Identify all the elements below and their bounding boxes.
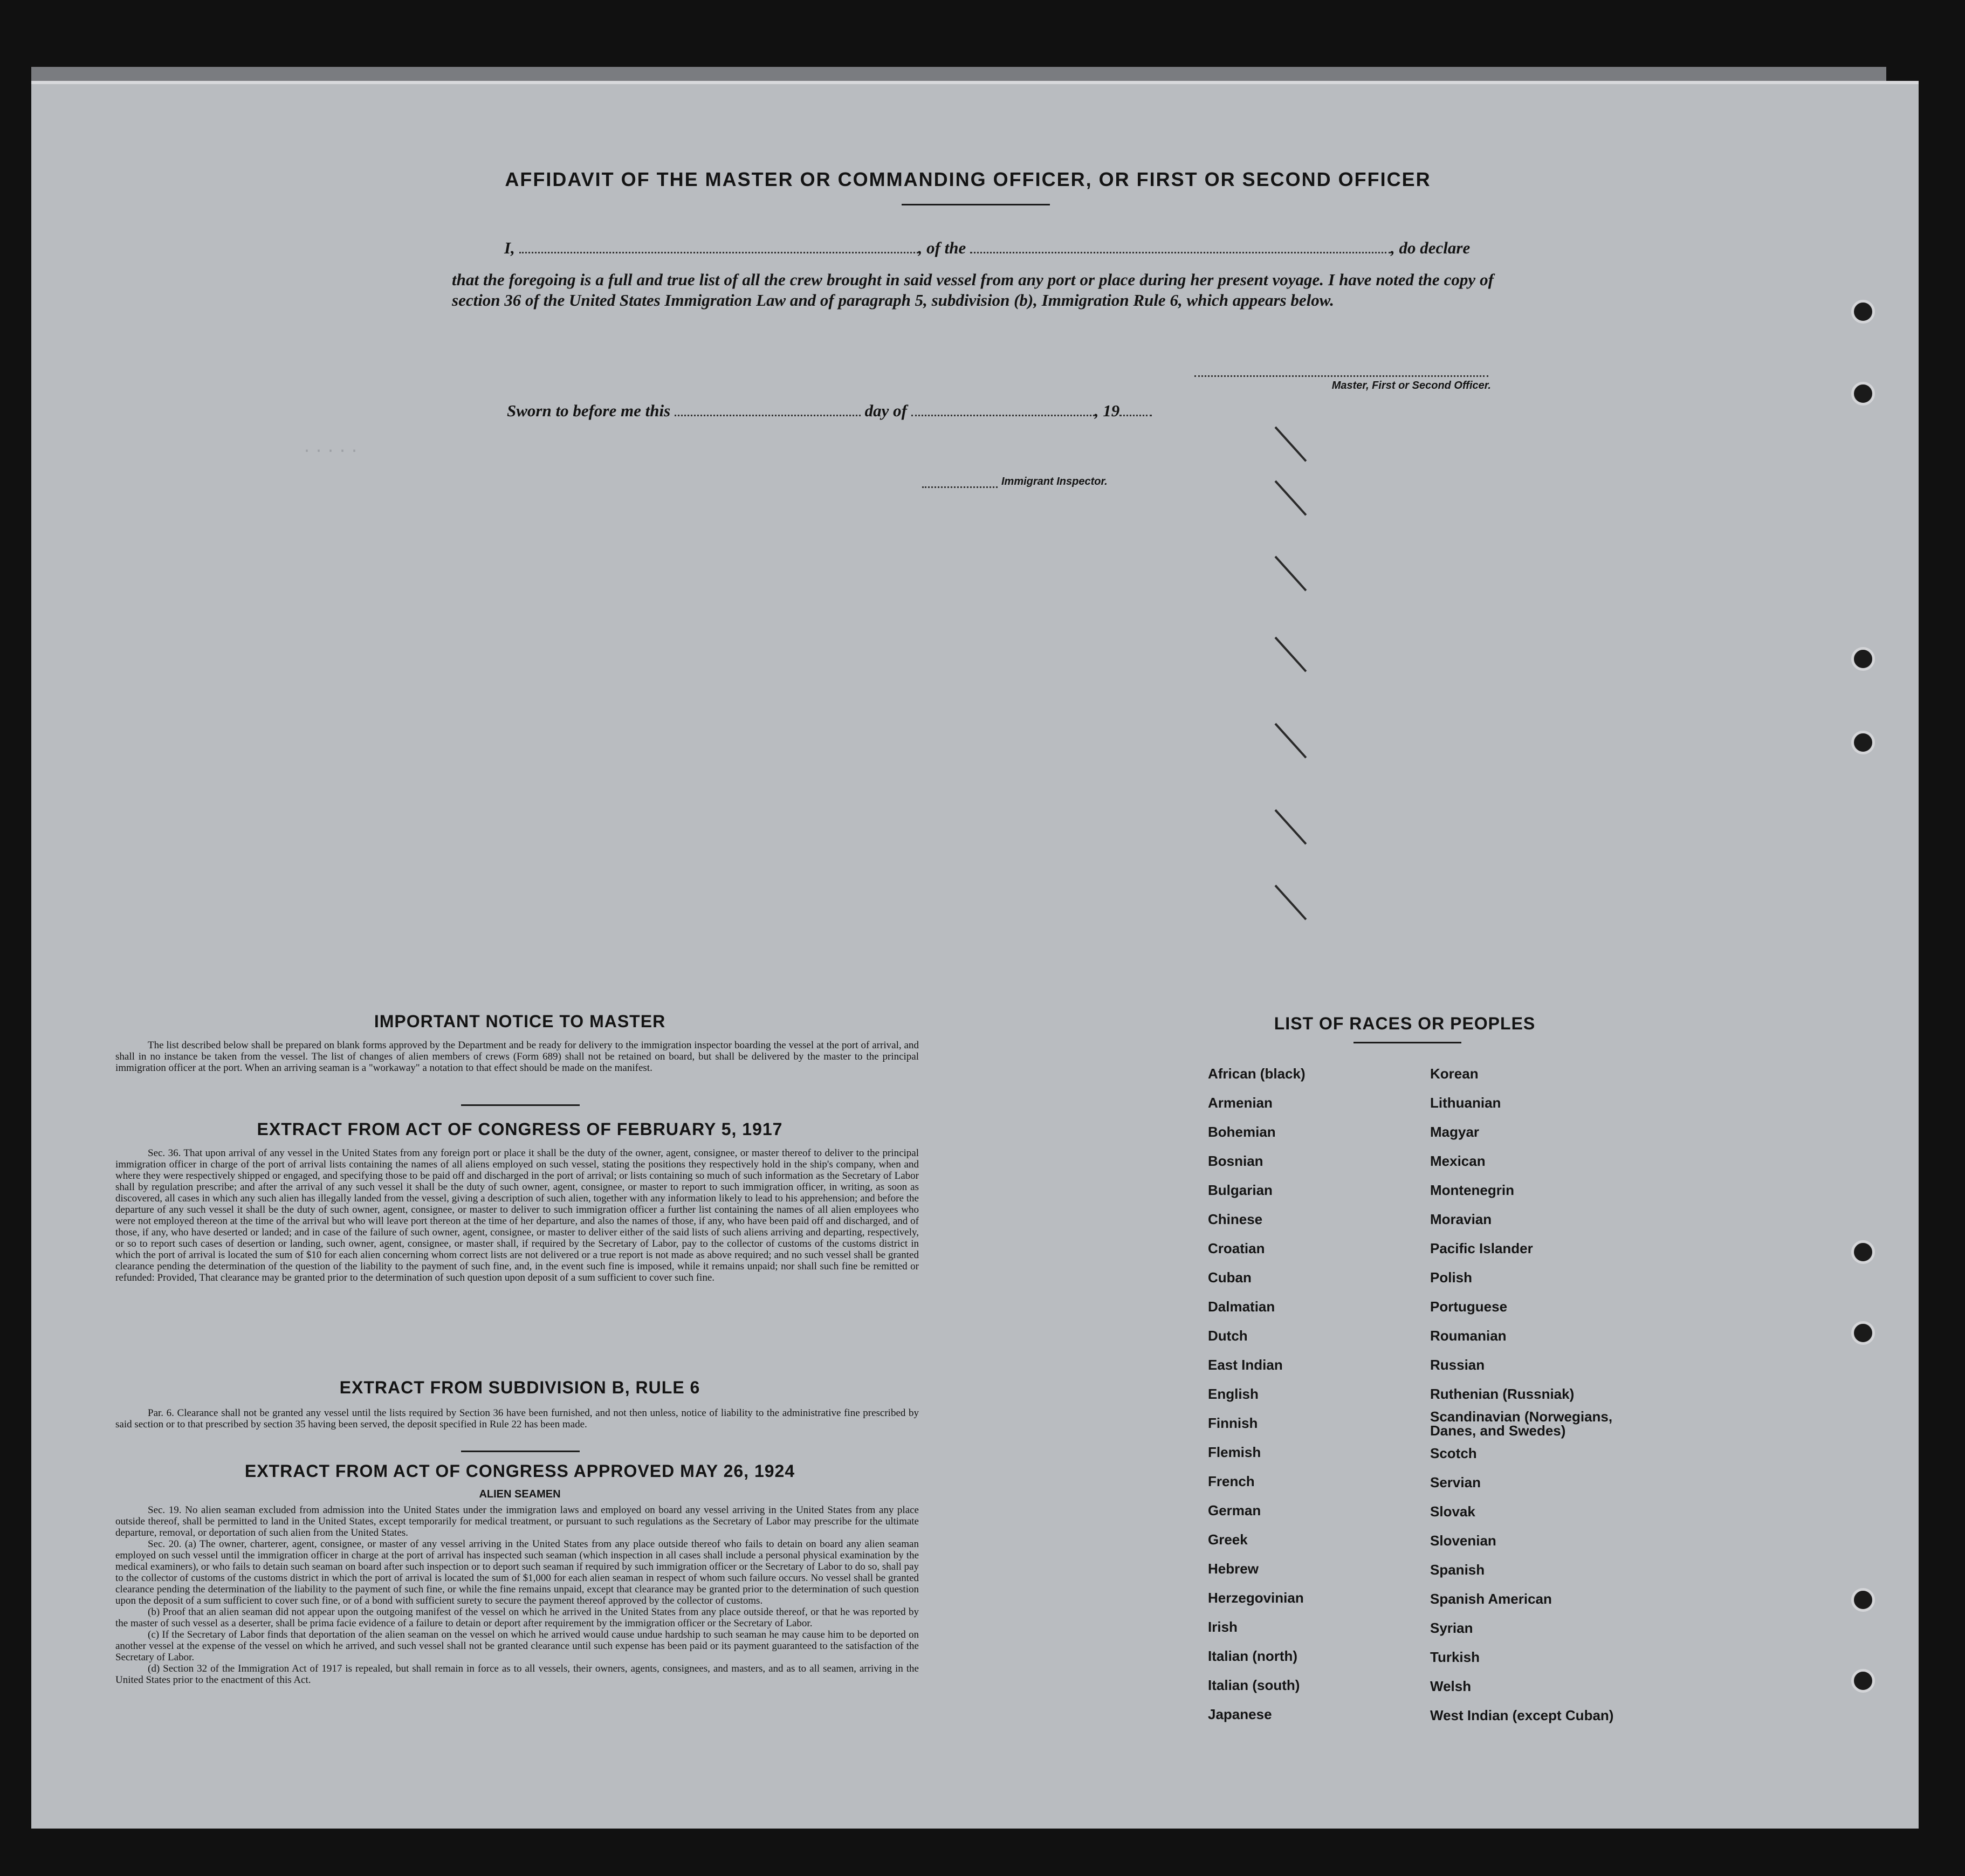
- race-entry: Chinese: [1208, 1211, 1263, 1227]
- act1924-paragraph: Sec. 20. (a) The owner, charterer, agent, consignee, or master of any vessel arriving in the United States from any place outside thereof who fails to detain on board any alien seaman employed on such vessel until the immigration officer in charge at the port of arrival has inspected such seaman (which inspection in all cases shall include a personal physical examination by the medical examiners), or who fails to detain such seaman on board after such inspection or to deport such seaman if required by such immigration officer or the Secretary of Labor to do so, shall pay to the collector of customs of the customs district in which the port of arrival is located the sum of $1,000 for each alien seaman in respect of whom such failure occurs. No vessel shall be granted clearance pending the determination of the liability to the payment of such fine, or while the fine remains unpaid, except that clearance may be granted prior to the determination of such question upon the deposit of a sum sufficient to cover such fine, or of a bond with sufficient surety to secure the payment thereof approved by the collector of customs.: [115, 1538, 919, 1606]
- race-entry: English: [1208, 1386, 1259, 1402]
- act1924-text: [115, 1504, 919, 1686]
- title-divider: [902, 204, 1050, 205]
- punch-hole: [1851, 300, 1875, 324]
- act1924-paragraph: (d) Section 32 of the Immigration Act of 1917 is repealed, but shall remain in force as to all vessels, their owners, agents, consignees, and masters, and as to all seamen, arriving in the United States prior to the enactment of this Act.: [115, 1663, 919, 1686]
- race-entry: Bulgarian: [1208, 1182, 1273, 1198]
- inspector-signature-line[interactable]: [922, 486, 998, 488]
- bleed-through-text: ·····: [302, 442, 362, 461]
- race-entry: Mexican: [1430, 1153, 1486, 1169]
- act1924-paragraph: (c) If the Secretary of Labor finds that deportation of the alien seaman on the vessel on which he arrived would cause undue hardship to such seaman he may cause him to be deported on another vessel at the expense of the vessel on which he arrived, and such vessel shall not be granted clearance until such expense has been paid or its payment guaranteed to the satisfaction of the Secretary of Labor.: [115, 1629, 919, 1663]
- races-title: LIST OF RACES OR PEOPLES: [1274, 1014, 1536, 1033]
- races-left-column: [1208, 1059, 1424, 1729]
- punch-hole: [1851, 382, 1875, 406]
- section-divider: [461, 1451, 580, 1452]
- race-entry: Slovak: [1430, 1503, 1475, 1520]
- race-entry: Korean: [1430, 1066, 1479, 1082]
- race-entry: Magyar: [1430, 1124, 1480, 1140]
- affidavit-declaration-line: [504, 238, 1496, 258]
- race-entry: Dutch: [1208, 1328, 1248, 1344]
- race-entry: Dalmatian: [1208, 1298, 1275, 1315]
- race-entry: Moravian: [1430, 1211, 1492, 1227]
- sworn-date-field[interactable]: [675, 415, 861, 416]
- act1917-title: EXTRACT FROM ACT OF CONGRESS OF FEBRUARY 5, 1917: [257, 1119, 783, 1139]
- race-entry: Flemish: [1208, 1444, 1261, 1460]
- race-entry: West Indian (except Cuban): [1430, 1707, 1614, 1723]
- race-entry: French: [1208, 1473, 1255, 1489]
- master-signature-line[interactable]: [1194, 375, 1488, 377]
- race-entry: Bosnian: [1208, 1153, 1263, 1169]
- race-entry: Roumanian: [1430, 1328, 1507, 1344]
- act1924-title: EXTRACT FROM ACT OF CONGRESS APPROVED MAY 26, 1924: [244, 1461, 795, 1481]
- race-entry: Spanish: [1430, 1562, 1485, 1578]
- sworn-prefix: Sworn to before me this: [507, 401, 671, 420]
- act1917-text: Sec. 36. That upon arrival of any vessel in the United States from any foreign port or place it shall be the duty of the owner, agent, consignee, or master thereof to deliver to the principal immigration officer in charge of the port of arrival lists containing the names of all aliens employed on such vessel, stating the positions they respectively hold in the ship's company, when and where they were respectively shipped or engaged, and specifying those to be paid off and discharged in the port of arrival; or lists containing so much of such information as the Secretary of Labor shall by regulation prescribe; and after the arrival of any such vessel it shall be the duty of such owner, agent, consignee, or master to report to such immigration officer, in writing, as soon as discovered, all cases in which any such alien has illegally landed from the vessel, giving a description of such alien, together with any information likely to lead to his apprehension; and before the departure of any such vessel it shall be the duty of such owner, agent, consignee, or master to deliver to such immigration officer a further list containing the names of all alien employees who were not employed thereon at the time of the arrival but who will leave port thereon at the time of her departure, and also the names of those, if any, who have been paid off and discharged, and of those, if any, who have deserted or landed; and in case of the failure of such owner, agent, consignee, or master to deliver either of the said lists of such aliens arriving and departing, respectively, or so to report such cases of desertion or landing, such owner, agent, consignee, or master shall, if required by the Secretary of Labor, pay to the collector of customs of the customs district in which the port of arrival is located the sum of $10 for each alien concerning whom correct lists are not delivered or a true report is not made as above required; and no such vessel shall be granted clearance pending the determination of the question of the liability to the payment of such fine, and, in the event such fine is imposed, while it remains unpaid; nor shall such fine be remitted or refunded: Provided, That clearance may be granted prior to the determination of such question upon deposit of a sum sufficient to cover such fine.: [115, 1147, 919, 1283]
- races-right-column: [1430, 1059, 1646, 1730]
- race-entry: Welsh: [1430, 1678, 1472, 1694]
- notice-title: IMPORTANT NOTICE TO MASTER: [374, 1012, 666, 1031]
- race-entry: Finnish: [1208, 1415, 1258, 1431]
- sworn-line: [507, 401, 1152, 421]
- race-entry: Montenegrin: [1430, 1182, 1514, 1198]
- race-entry: Scandinavian (Norwegians, Danes, and Swedes): [1430, 1408, 1613, 1439]
- race-entry: Scotch: [1430, 1445, 1477, 1461]
- race-entry: Syrian: [1430, 1620, 1473, 1636]
- race-entry: Italian (south): [1208, 1677, 1300, 1693]
- race-entry: Greek: [1208, 1531, 1248, 1548]
- race-entry: East Indian: [1208, 1357, 1283, 1373]
- affidavit-body: that the foregoing is a full and true list of all the crew brought in said vessel from any port or place during her present voyage. I have noted the copy of section 36 of the United States Immigration Law and of paragraph 5, subdivision (b), Immigration Rule 6, which appears below.: [452, 270, 1494, 310]
- sworn-month-field[interactable]: [911, 415, 1095, 416]
- race-entry: Japanese: [1208, 1706, 1272, 1722]
- punch-hole: [1851, 647, 1875, 671]
- master-caption: Master, First or Second Officer.: [1331, 380, 1491, 391]
- act1924-paragraph: (b) Proof that an alien seaman did not appear upon the outgoing manifest of the vessel on which he arrived in the United States from any place outside thereof, or that he was reported by the master of such vessel as a deserter, shall be prima facie evidence of a failure to detain or deport after requirement by the immigration officer or the Secretary of Labor.: [115, 1606, 919, 1629]
- punch-hole: [1851, 1588, 1875, 1612]
- affidavit-declare-label: , do declare: [1391, 238, 1471, 257]
- affidavit-of-label: , of the: [918, 238, 966, 257]
- rule6-title: EXTRACT FROM SUBDIVISION B, RULE 6: [339, 1378, 700, 1397]
- race-entry: Armenian: [1208, 1095, 1273, 1111]
- inspector-caption: Immigrant Inspector.: [1001, 476, 1108, 487]
- sworn-year-label: , 19: [1094, 401, 1120, 420]
- notice-text: The list described below shall be prepared on blank forms approved by the Department and be ready for delivery to the immigration inspector boarding the vessel at the port of arrival, and shall in no instance be taken from the vessel. The list of changes of alien members of crews (Form 689) shall not be retained on board, but shall be delivered by the master to the principal immigration officer at the port. When an arriving seaman is a "workaway" a notation to that effect should be made on the manifest.: [115, 1040, 919, 1074]
- race-entry: Croatian: [1208, 1240, 1265, 1256]
- race-entry: African (black): [1208, 1066, 1306, 1082]
- act1924-paragraph: Sec. 19. No alien seaman excluded from admission into the United States under the immigration laws and employed on board any vessel arriving in the United States from any place outside thereof, shall be permitted to land in the United States, except temporarily for medical treatment, or pursuant to such regulations as the Secretary of Labor may prescribe for the ultimate departure, removal, or deportation of such alien from the United States.: [115, 1504, 919, 1538]
- race-entry: Ruthenian (Russniak): [1430, 1386, 1575, 1402]
- section-divider: [461, 1104, 580, 1106]
- race-entry: Irish: [1208, 1619, 1238, 1635]
- punch-hole: [1851, 1669, 1875, 1693]
- sworn-day-label: day of: [864, 401, 907, 420]
- race-entry: Italian (north): [1208, 1648, 1298, 1664]
- race-entry: Lithuanian: [1430, 1095, 1501, 1111]
- name-field[interactable]: [519, 252, 918, 253]
- punch-hole: [1851, 1321, 1875, 1345]
- sworn-year-field[interactable]: [1119, 415, 1152, 416]
- punch-hole: [1851, 1240, 1875, 1264]
- race-entry: Servian: [1430, 1474, 1481, 1490]
- race-entry: Polish: [1430, 1269, 1473, 1286]
- race-entry: Cuban: [1208, 1269, 1252, 1286]
- vessel-field[interactable]: [970, 252, 1391, 253]
- affidavit-title: AFFIDAVIT OF THE MASTER OR COMMANDING OFFICER, OR FIRST OR SECOND OFFICER: [505, 168, 1431, 190]
- race-entry: German: [1208, 1502, 1261, 1518]
- race-entry: Slovenian: [1430, 1533, 1496, 1549]
- races-divider: [1353, 1042, 1461, 1043]
- punch-hole: [1851, 731, 1875, 754]
- affidavit-i-label: I,: [504, 238, 515, 257]
- act1924-subtitle: ALIEN SEAMEN: [479, 1488, 561, 1500]
- race-entry: Herzegovinian: [1208, 1590, 1304, 1606]
- race-entry: Bohemian: [1208, 1124, 1276, 1140]
- race-entry: Russian: [1430, 1357, 1485, 1373]
- race-entry: Hebrew: [1208, 1561, 1259, 1577]
- race-entry: Spanish American: [1430, 1591, 1552, 1607]
- race-entry: Pacific Islander: [1430, 1240, 1533, 1256]
- race-entry: Portuguese: [1430, 1298, 1508, 1315]
- rule6-text: Par. 6. Clearance shall not be granted any vessel until the lists required by Section 36 have been furnished, and not then unless, notice of liability to the administrative fine prescribed by said section or to that prescribed by section 35 having been served, the deposit specified in Rule 22 has been made.: [115, 1407, 919, 1430]
- race-entry: Turkish: [1430, 1649, 1480, 1665]
